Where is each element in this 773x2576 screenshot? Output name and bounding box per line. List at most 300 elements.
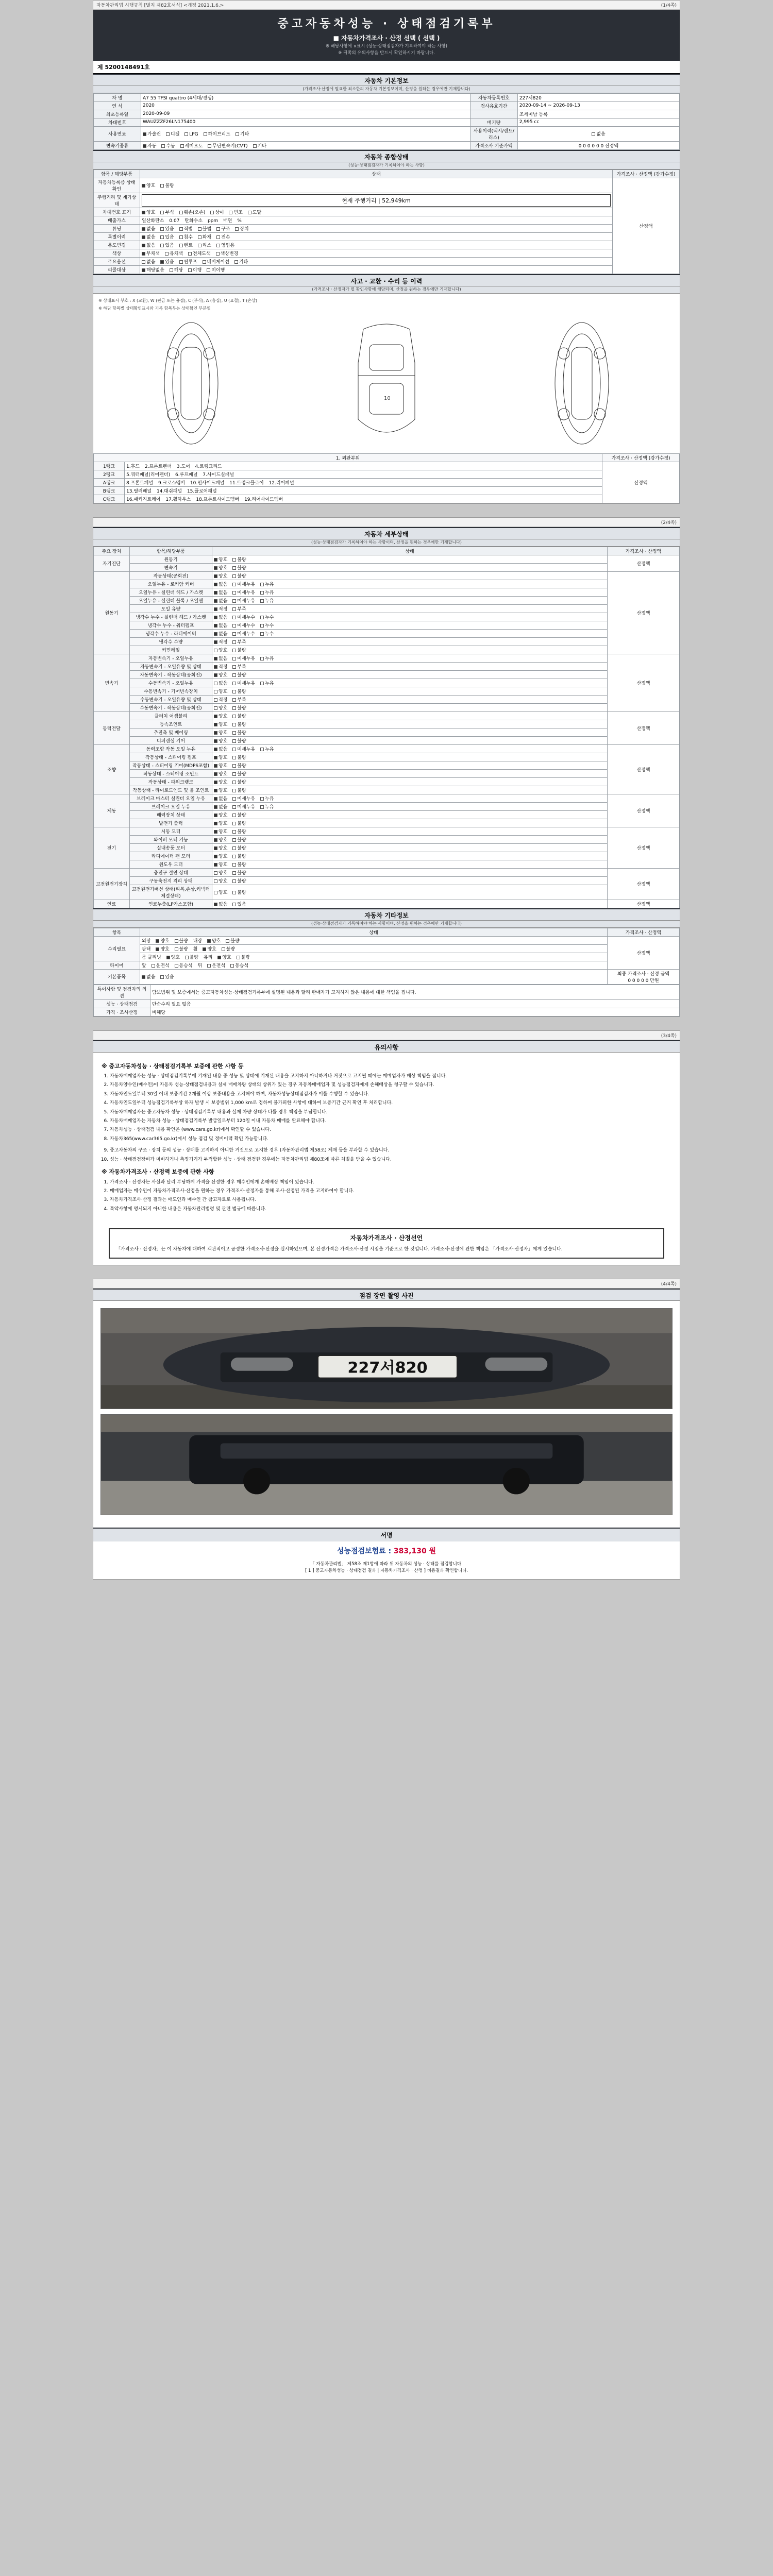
history-option-0[interactable]: 없음 (142, 233, 155, 240)
trans-option-1[interactable]: 수동 (161, 142, 175, 149)
others-repair-row-0[interactable] (140, 936, 608, 944)
opt-good[interactable]: 양호 (214, 647, 227, 653)
table-row (94, 249, 680, 257)
color-option-2[interactable]: 전체도색 (188, 250, 211, 257)
vin-option-4[interactable]: 변조 (229, 209, 242, 215)
opt-minor[interactable]: 미세누수 (232, 630, 255, 637)
opt-none[interactable]: 없음 (214, 795, 227, 802)
opt-good[interactable]: 양호 (214, 869, 227, 876)
color-option-0[interactable]: 무채색 (142, 250, 160, 257)
page-number-4: (4/4쪽) (661, 1281, 677, 1287)
opt-low[interactable]: 부족 (232, 696, 246, 703)
overall-row-opts-9[interactable] (140, 265, 613, 274)
opt-bad[interactable]: 불량 (232, 820, 246, 826)
detail-opts-5-1[interactable] (212, 802, 608, 810)
opt-good[interactable]: 양호 (214, 787, 227, 793)
rank-item: 5.쿼터패널(리어펜더) (126, 472, 171, 478)
tuning-option-4[interactable]: 구조 (216, 225, 230, 232)
detail-opts-4-0[interactable] (212, 744, 608, 753)
insurance-fee-label: 성능점검보험료 : (337, 1547, 392, 1555)
opt-none[interactable]: 없음 (214, 581, 227, 587)
overall-row-opts-8[interactable] (140, 257, 613, 265)
detail-opts-4-4[interactable] (212, 777, 608, 786)
detail-opts-6-3[interactable] (212, 852, 608, 860)
opt-bad[interactable]: 불량 (232, 729, 246, 736)
detail-opts-0-1[interactable] (212, 563, 608, 571)
opt-minor[interactable]: 미세누수 (232, 622, 255, 629)
overall-row-opts-1[interactable] (140, 193, 613, 208)
history-option-3[interactable]: 화재 (198, 233, 211, 240)
overall-row-opts-5[interactable] (140, 232, 613, 241)
section-title-basic: 자동차 기본정보 (93, 74, 680, 86)
detail-item-2-1: 자동변속기 - 오일유량 및 상태 (130, 662, 212, 670)
opt-minor[interactable]: 미세누수 (232, 614, 255, 620)
opt-minor[interactable]: 미세누유 (232, 680, 255, 686)
fuel-options[interactable] (141, 126, 470, 141)
detail-opts-2-3[interactable] (212, 679, 608, 687)
table-row (94, 885, 680, 900)
notice-item: 5. 자동차매매업자는 중고자동차 성능 · 상태점검기록부 내용과 실제 차량 상태가 다를 경우 책임을 부담합니다. (110, 1109, 671, 1116)
overall-row-label-3: 배출가스 (94, 216, 140, 224)
recall-option-3[interactable]: 미이행 (207, 266, 225, 273)
repair-interior-label: 내장 (193, 938, 203, 944)
recall-option-1[interactable]: 해당 (170, 266, 183, 273)
history-option-4[interactable]: 전손 (216, 233, 230, 240)
opt-good2[interactable]: 양호 (217, 954, 231, 960)
rank-item: 19.리어사이드멤버 (244, 497, 283, 502)
opt-none[interactable]: 없음 (214, 614, 227, 620)
detail-item-7-2: 고전원전기배선 상태(피복,손상,커넥터 체결상태) (130, 885, 212, 900)
detail-item-6-0: 시동 모터 (130, 827, 212, 835)
detail-opts-1-7[interactable] (212, 629, 608, 637)
detail-col-0: 주요 장치 (94, 547, 130, 555)
table-row (94, 470, 680, 478)
opt-good[interactable]: 양호 (214, 844, 227, 851)
detail-table (93, 547, 680, 908)
detail-item-4-3: 작동상태 - 스티어링 조인트 (130, 769, 212, 777)
others-total-label: 최종 가격조사 · 산정 금액 (617, 971, 670, 977)
detail-valuation-3: 산정액 (608, 711, 680, 744)
detail-opts-3-1[interactable] (212, 720, 608, 728)
opt-bad[interactable]: 불량 (232, 787, 246, 793)
detail-opts-4-2[interactable] (212, 761, 608, 769)
others-label-basic: 기본품목 (94, 969, 140, 984)
opt-bad[interactable]: 불량 (232, 737, 246, 744)
opt-bad[interactable]: 불량 (232, 889, 246, 895)
detail-opts-1-2[interactable] (212, 588, 608, 596)
opt-none[interactable]: 없음 (214, 803, 227, 810)
opt-leak[interactable]: 누유 (260, 803, 274, 810)
sign-footnote-2: [ 1 ] 중고자동차성능 · 상태점검 결과 | 자동차가격조사 · 산정 ] 비용결과 확인합니다. (305, 1568, 468, 1574)
opt-bad[interactable]: 불량 (232, 844, 246, 851)
opt-bad[interactable]: 불량 (232, 869, 246, 876)
basic-yes[interactable]: 있음 (160, 973, 174, 980)
option-option-0[interactable]: 없음 (142, 258, 155, 265)
detail-opts-0-0[interactable] (212, 555, 608, 563)
opt-minor[interactable]: 미세누유 (232, 655, 255, 662)
detail-opts-2-6[interactable] (212, 703, 608, 711)
opt-bad[interactable]: 불량 (232, 770, 246, 777)
opt-good[interactable]: 양호 (214, 704, 227, 711)
table-row (94, 563, 680, 571)
detail-opts-3-0[interactable] (212, 711, 608, 720)
opt-none[interactable]: 없음 (214, 901, 227, 907)
opt-good[interactable]: 양호 (156, 937, 169, 944)
emission-hc-unit: ppm (207, 218, 219, 224)
table-row (94, 613, 680, 621)
usechange-option-4[interactable]: 영업용 (216, 242, 234, 248)
detail-opts-4-5[interactable] (212, 786, 608, 794)
opt-minor[interactable]: 미세누유 (232, 795, 255, 802)
section-title-accident: 사고 · 교환 · 수리 등 이력 (93, 274, 680, 286)
opt-bad[interactable]: 불량 (185, 954, 198, 960)
opt-bad[interactable]: 불량 (232, 721, 246, 727)
fuel-option-4[interactable]: 기타 (236, 130, 249, 137)
trans-option-3[interactable]: 무단변속기(CVT) (208, 142, 247, 149)
trans-option-0[interactable]: 자동 (143, 142, 156, 149)
option-option-2[interactable]: 썬루프 (179, 258, 197, 265)
detail-opts-6-1[interactable] (212, 835, 608, 843)
detail-opts-2-0[interactable] (212, 654, 608, 662)
basic-info-table (93, 93, 680, 150)
detail-opts-1-8[interactable] (212, 637, 608, 646)
history-option-2[interactable]: 침수 (179, 233, 193, 240)
table-row (94, 118, 680, 126)
tuning-option-3[interactable]: 불법 (198, 225, 211, 232)
others-total-cell (608, 969, 680, 984)
opt-none[interactable]: 없음 (214, 622, 227, 629)
table-row (94, 654, 680, 662)
emission-smoke: 매연 (223, 218, 232, 224)
table-row (94, 141, 680, 149)
rank-item: 10.인사이드패널 (190, 480, 225, 486)
detail-group-0: 자기진단 (94, 555, 130, 571)
detail-opts-7-1[interactable] (212, 876, 608, 885)
option-option-4[interactable]: 기타 (234, 258, 248, 265)
table-row (94, 769, 680, 777)
vin-option-1[interactable]: 부식 (160, 209, 174, 215)
opt-bad[interactable]: 불량 (232, 778, 246, 785)
usechange-option-2[interactable]: 렌트 (179, 242, 193, 248)
basic-label-use: 사용이력(택시/렌트/리스) (470, 126, 517, 141)
opt-good[interactable]: 양호 (214, 713, 227, 719)
opt-leak[interactable]: 누수 (260, 630, 274, 637)
opt-minor[interactable]: 미세누유 (232, 581, 255, 587)
others-repair-row-2[interactable] (140, 953, 608, 961)
detail-opts-5-2[interactable] (212, 810, 608, 819)
opt-bad[interactable]: 불량 (232, 836, 246, 843)
opt-bad[interactable]: 불량 (232, 762, 246, 769)
opt-good[interactable]: 양호 (214, 729, 227, 736)
basic-none[interactable]: 없음 (142, 973, 155, 980)
detail-opts-6-0[interactable] (212, 827, 608, 835)
detail-opts-2-4[interactable] (212, 687, 608, 695)
opt-bad[interactable]: 불량 (232, 688, 246, 694)
opt-ok[interactable]: 적정 (214, 638, 227, 645)
opt-good[interactable]: 양호 (214, 754, 227, 760)
basic-value-2: 2020-09-09 (141, 110, 470, 118)
detail-opts-1-3[interactable] (212, 596, 608, 604)
opt-bad[interactable]: 불량 (232, 811, 246, 818)
basic-label-1: 연 식 (94, 101, 141, 110)
opt-bad2[interactable]: 불량 (237, 954, 250, 960)
section-title-sign: 서명 (93, 1528, 680, 1541)
detail-opts-7-2[interactable] (212, 885, 608, 900)
detail-opts-8-0[interactable] (212, 900, 608, 908)
tire-rear-label: 뒤 (197, 963, 203, 969)
tuning-option-1[interactable]: 있음 (160, 225, 174, 232)
opt-low[interactable]: 부족 (232, 605, 246, 612)
table-row (94, 604, 680, 613)
vin-option-5[interactable]: 도말 (248, 209, 261, 215)
detail-item-1-1: 오일누유 - 로커암 커버 (130, 580, 212, 588)
opt-good2[interactable]: 양호 (203, 945, 216, 952)
opt-bad2[interactable]: 불량 (226, 937, 239, 944)
opt-minor[interactable]: 미세누유 (232, 803, 255, 810)
document-header (93, 10, 680, 61)
table-row (94, 720, 680, 728)
opt-leak[interactable]: 누유 (260, 655, 274, 662)
opt-good[interactable]: 양호 (214, 828, 227, 835)
trans-option-4[interactable]: 기타 (253, 142, 266, 149)
tire-front-passenger[interactable]: 동승석 (175, 962, 193, 969)
opt-ok[interactable]: 적정 (214, 696, 227, 703)
opt-leak[interactable]: 누유 (260, 581, 274, 587)
overall-row-opts-2[interactable] (140, 208, 613, 216)
detail-opts-1-6[interactable] (212, 621, 608, 629)
notice-item: 2. 자동차양수인(매수인)이 자동차 성능·상태점검내용과 실제 매매차량 상태의 상위가 있는 경우 자동차매매업자 및 성능점검자에게 손해배상을 청구할 수 있습니다. (110, 1081, 671, 1089)
rank-items-4 (125, 495, 602, 503)
detail-opts-1-0[interactable] (212, 571, 608, 580)
fuel-option-0[interactable]: 가솔린 (143, 130, 161, 137)
opt-good[interactable]: 양호 (214, 778, 227, 785)
usechange-option-0[interactable]: 없음 (142, 242, 155, 248)
repair-wheel-label: 휠 (193, 946, 198, 952)
usechange-option-1[interactable]: 있음 (160, 242, 174, 248)
table-row (94, 495, 680, 503)
opt-leak[interactable]: 누유 (260, 745, 274, 752)
opt-good[interactable]: 양호 (166, 954, 180, 960)
photo-front-plate (100, 1308, 673, 1409)
opt-minor[interactable]: 미세누유 (232, 597, 255, 604)
rank-item: 12.리어패널 (268, 480, 294, 486)
fuel-option-2[interactable]: LPG (184, 132, 198, 137)
tuning-option-2[interactable]: 적법 (179, 225, 193, 232)
opt-leak[interactable]: 누유 (260, 597, 274, 604)
opt-bad2[interactable]: 불량 (222, 945, 235, 952)
opt-good[interactable]: 양호 (214, 811, 227, 818)
detail-opts-1-5[interactable] (212, 613, 608, 621)
color-option-1[interactable]: 유채색 (165, 250, 183, 257)
opt-good[interactable]: 양호 (214, 762, 227, 769)
table-row (94, 961, 680, 969)
detail-opts-6-2[interactable] (212, 843, 608, 852)
detail-opts-5-3[interactable] (212, 819, 608, 827)
overall-row-opts-0[interactable] (140, 178, 613, 193)
notice-item: 4. 자동차인도일부터 성능점검기록부상 하자 발생 시 보증범위 1,000 km로 정하며 불가피한 사항에 대하여 보증기간 근거 확인 후 처리합니다. (110, 1099, 671, 1107)
opt-good[interactable]: 양호 (214, 836, 227, 843)
page-number-2: (2/4쪽) (661, 520, 677, 526)
notice-list-2 (110, 1147, 671, 1163)
notice-item: 3. 자동차가격조사·산정 결과는 매도인과 매수인 간 참고자료로 사용됩니다. (110, 1196, 671, 1204)
opt-good[interactable]: 양호 (214, 877, 227, 884)
notice-item: 8. 자동차365(www.car365.go.kr)에서 성능 점검 및 정비이력 확인 가능합니다. (110, 1136, 671, 1143)
detail-item-0-1: 변속기 (130, 563, 212, 571)
detail-opts-7-0[interactable] (212, 868, 608, 876)
opt-bad[interactable]: 불량 (232, 754, 246, 760)
opt-good[interactable]: 양호 (214, 853, 227, 859)
warranty-label-0: 성능 · 상태점검 (94, 999, 150, 1008)
opt-good[interactable]: 양호 (214, 889, 227, 895)
detail-opts-4-3[interactable] (212, 769, 608, 777)
opt-bad[interactable]: 불량 (232, 671, 246, 678)
opt-bad[interactable]: 불량 (232, 704, 246, 711)
opt-good[interactable]: 양호 (214, 770, 227, 777)
opt-bad[interactable]: 불량 (232, 828, 246, 835)
opt-good[interactable]: 양호 (214, 556, 227, 563)
opt-good[interactable]: 양호 (214, 572, 227, 579)
warranty-table (93, 985, 680, 1016)
detail-group-8: 연료 (94, 900, 130, 908)
opt-none[interactable]: 없음 (214, 745, 227, 752)
opt-leak[interactable]: 누유 (260, 589, 274, 596)
opt-leak[interactable]: 누수 (260, 614, 274, 620)
trans-options[interactable] (141, 141, 470, 149)
detail-col-1: 항목/해당부품 (130, 547, 212, 555)
others-basic-row[interactable] (140, 969, 608, 984)
opt-leak[interactable]: 누유 (260, 680, 274, 686)
detail-opts-1-1[interactable] (212, 580, 608, 588)
history-option-1[interactable]: 있음 (160, 233, 174, 240)
opt-good[interactable]: 양호 (214, 737, 227, 744)
recall-option-0[interactable]: 해당없음 (142, 266, 164, 273)
rank-label-0: 1랭크 (94, 462, 125, 470)
opt-good[interactable]: 양호 (214, 820, 227, 826)
opt-ok[interactable]: 적정 (214, 605, 227, 612)
section-title-notice: 유의사항 (93, 1040, 680, 1053)
opt-minor[interactable]: 미세누유 (232, 745, 255, 752)
rank-item: 6.루프패널 (175, 472, 198, 478)
color-option-3[interactable]: 색상변경 (216, 250, 239, 257)
opt-none[interactable]: 없음 (214, 597, 227, 604)
opt-bad[interactable]: 불량 (232, 713, 246, 719)
opt-bad[interactable]: 불량 (232, 572, 246, 579)
opt-none[interactable]: 없음 (214, 655, 227, 662)
opt-good[interactable]: 양호 (156, 945, 169, 952)
vin-option-2[interactable]: 훼손(오손) (179, 209, 206, 215)
opt-bad[interactable]: 불량 (232, 853, 246, 859)
document-number: 제 5200148491호 (93, 61, 680, 74)
opt-bad[interactable]: 불량 (232, 861, 246, 868)
others-tire-row[interactable] (140, 961, 608, 969)
opt-none[interactable]: 없음 (214, 630, 227, 637)
detail-opts-6-4[interactable] (212, 860, 608, 868)
overall-col-0: 항목 / 해당부품 (94, 170, 140, 178)
opt-good[interactable]: 양호 (214, 721, 227, 727)
detail-item-4-4: 작동상태 - 파워크랭크 (130, 777, 212, 786)
overall-row-opts-6[interactable] (140, 241, 613, 249)
option-bad[interactable]: 불량 (160, 182, 174, 189)
opt-ok[interactable]: 적정 (214, 663, 227, 670)
option-option-3[interactable]: 네비게이션 (203, 258, 229, 265)
fuel-option-3[interactable]: 하이브리드 (204, 130, 230, 137)
tire-rear-driver[interactable]: 운전석 (207, 962, 225, 969)
opt-good[interactable]: 양호 (214, 671, 227, 678)
option-good[interactable]: 양호 (142, 182, 155, 189)
repair-exterior-label: 외장 (142, 938, 151, 944)
opt-low[interactable]: 부족 (232, 663, 246, 670)
usechange-option-3[interactable]: 리스 (198, 242, 211, 248)
detail-opts-3-3[interactable] (212, 736, 608, 744)
opt-bad[interactable]: 불량 (232, 877, 246, 884)
overall-row-opts-7[interactable] (140, 249, 613, 257)
notice-item: 7. 자동차성능 · 상태점검 내용 확인은 (www.cars.go.kr)에서 확인할 수 있습니다. (110, 1126, 671, 1133)
opt-leak[interactable]: 누수 (260, 622, 274, 629)
vin-option-0[interactable]: 양호 (142, 209, 155, 215)
opt-minor[interactable]: 미세누유 (232, 589, 255, 596)
fuel-option-1[interactable]: 디젤 (166, 130, 179, 137)
opt-good2[interactable]: 양호 (207, 937, 221, 944)
tire-front-label: 앞 (142, 963, 146, 969)
opt-bad[interactable]: 불량 (175, 937, 188, 944)
opt-yes[interactable]: 있음 (232, 901, 246, 907)
opt-leak[interactable]: 누유 (260, 795, 274, 802)
tuning-option-0[interactable]: 없음 (142, 225, 155, 232)
opt-good[interactable]: 양호 (214, 688, 227, 694)
opt-bad[interactable]: 불량 (232, 556, 246, 563)
detail-opts-5-0[interactable] (212, 794, 608, 802)
others-repair-row-1[interactable] (140, 944, 608, 953)
overall-row-opts-3[interactable] (140, 216, 613, 224)
opt-bad[interactable]: 불량 (232, 647, 246, 653)
opt-none[interactable]: 없음 (214, 589, 227, 596)
detail-opts-4-1[interactable] (212, 753, 608, 761)
opt-good[interactable]: 양호 (214, 564, 227, 571)
table-row (94, 93, 680, 101)
basic-value-use[interactable]: 없음 (517, 126, 679, 141)
opt-none[interactable]: 없음 (214, 680, 227, 686)
detail-group-7: 고전원전기장치 (94, 868, 130, 900)
opt-low[interactable]: 부족 (232, 638, 246, 645)
opt-bad[interactable]: 불량 (232, 564, 246, 571)
detail-opts-3-2[interactable] (212, 728, 608, 736)
car-right-side-diagram (543, 316, 620, 450)
option-option-1[interactable]: 있음 (160, 258, 174, 265)
basic-label-0: 차 명 (94, 93, 141, 101)
opt-bad[interactable]: 불량 (175, 945, 188, 952)
detail-opts-2-2[interactable] (212, 670, 608, 679)
overall-row-opts-4[interactable] (140, 224, 613, 232)
notice-section-3-title: ※ 자동차가격조사 · 산정액 보증에 관한 사항 (102, 1168, 214, 1175)
detail-group-4: 조향 (94, 744, 130, 794)
detail-opts-1-9[interactable] (212, 646, 608, 654)
detail-valuation-8: 산정액 (608, 900, 680, 908)
detail-item-2-0: 자동변속기 - 오일누유 (130, 654, 212, 662)
opt-good[interactable]: 양호 (214, 861, 227, 868)
detail-opts-2-1[interactable] (212, 662, 608, 670)
tire-rear-passenger[interactable]: 동승석 (230, 962, 248, 969)
table-row (94, 810, 680, 819)
table-row (94, 486, 680, 495)
detail-group-5: 제동 (94, 794, 130, 827)
tire-front-driver[interactable]: 운전석 (152, 962, 170, 969)
detail-opts-2-5[interactable] (212, 695, 608, 703)
recall-option-2[interactable]: 이행 (188, 266, 201, 273)
detail-opts-1-4[interactable] (212, 604, 608, 613)
tuning-option-5[interactable]: 장치 (235, 225, 248, 232)
vin-option-3[interactable]: 상이 (210, 209, 224, 215)
trans-option-2[interactable]: 세미오토 (180, 142, 203, 149)
